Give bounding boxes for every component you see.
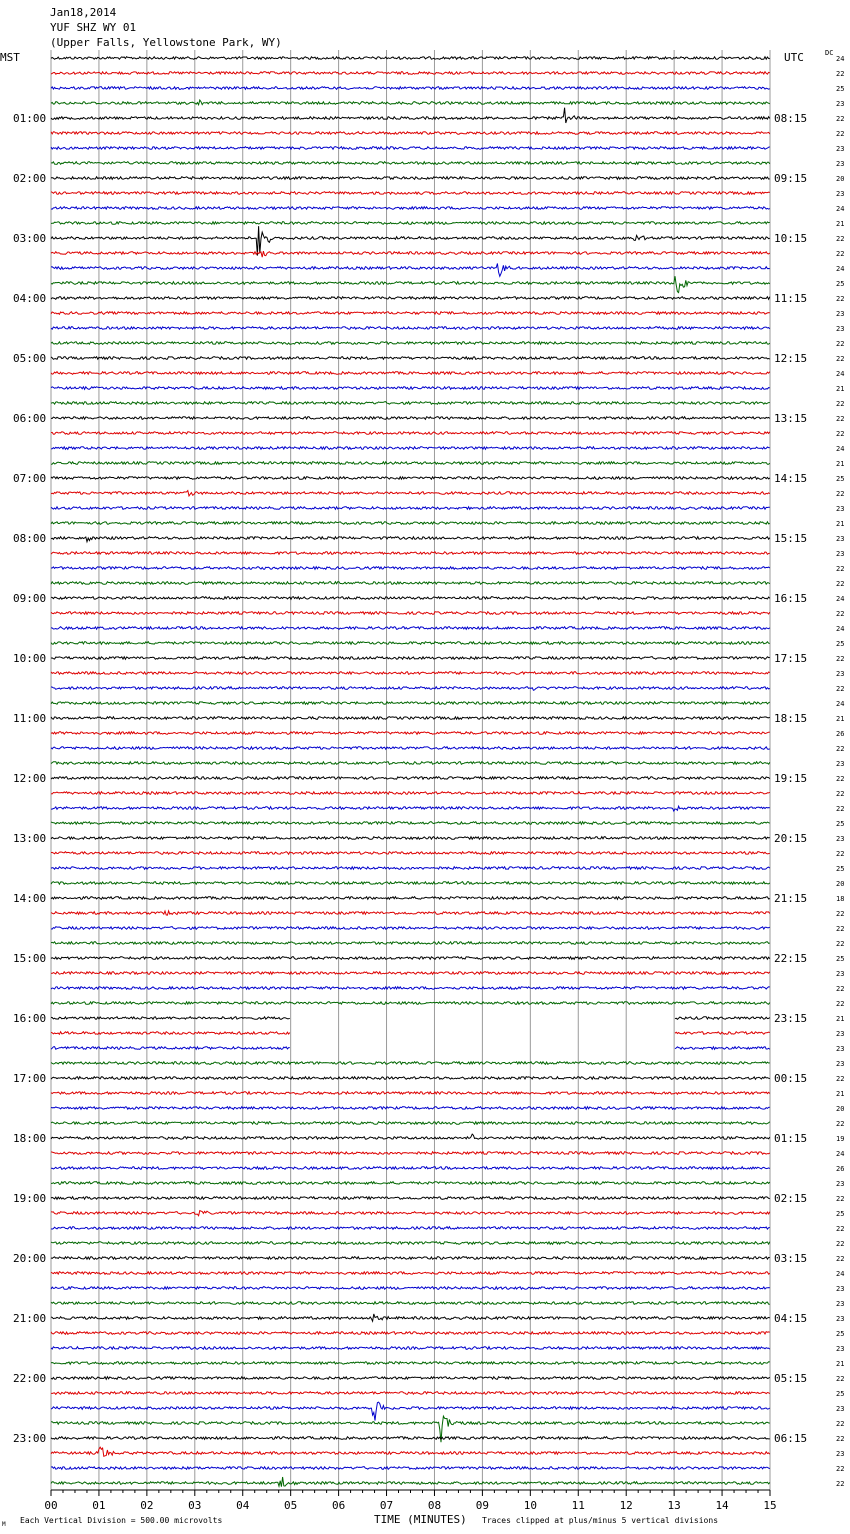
right-hour-label: 05:15 (774, 1372, 808, 1385)
header-date: Jan18,2014 (50, 6, 117, 19)
dc-offset-value: 24 (836, 205, 845, 213)
dc-offset-value: 22 (836, 685, 845, 693)
dc-offset-value: 23 (836, 1300, 845, 1308)
dc-offset-value: 23 (836, 1045, 845, 1053)
trace-row (51, 447, 770, 450)
dc-offset-value: 22 (836, 1465, 845, 1473)
x-tick-label: 04 (236, 1499, 250, 1512)
dc-offset-value: 23 (836, 1285, 845, 1293)
trace-row (51, 1134, 770, 1139)
trace-row (51, 806, 770, 811)
right-hour-label: 12:15 (774, 352, 808, 365)
x-tick-label: 06 (331, 1499, 346, 1512)
left-hour-label: 17:00 (13, 1072, 47, 1085)
trace-row (51, 432, 770, 435)
dc-offset-value: 21 (836, 1090, 845, 1098)
right-hour-label: 02:15 (774, 1192, 808, 1205)
trace-row (51, 1332, 770, 1335)
trace-row (51, 1257, 770, 1260)
left-hour-label: 13:00 (13, 832, 47, 845)
trace-row (51, 1447, 770, 1456)
dc-offset-value: 23 (836, 1180, 845, 1188)
trace-row (51, 357, 770, 360)
dc-offset-value: 23 (836, 550, 845, 558)
trace-row (51, 1062, 770, 1065)
left-hour-label: 20:00 (13, 1252, 47, 1265)
left-hour-label: 09:00 (13, 592, 47, 605)
corner-mark: M (2, 1521, 6, 1528)
dc-offset-value: 22 (836, 580, 845, 588)
trace-row (51, 1211, 770, 1216)
trace-row (51, 1242, 770, 1245)
dc-offset-value: 26 (836, 730, 845, 738)
dc-offset-value: 22 (836, 775, 845, 783)
dc-offset-value: 23 (836, 1060, 845, 1068)
trace-row (51, 312, 770, 315)
dc-offset-value: 22 (836, 1000, 845, 1008)
trace-row (51, 642, 770, 645)
left-hour-label: 16:00 (13, 1012, 47, 1025)
trace-row (51, 567, 770, 570)
x-tick-label: 07 (379, 1499, 394, 1512)
trace-row (51, 1152, 770, 1155)
dc-offset-value: 24 (836, 595, 845, 603)
header (50, 6, 282, 49)
trace-row (51, 597, 770, 600)
trace-row (51, 1122, 770, 1125)
left-hour-label: 15:00 (13, 952, 47, 965)
trace-row (51, 552, 770, 555)
right-hour-label: 03:15 (774, 1252, 808, 1265)
trace-row (51, 687, 770, 691)
trace-row (51, 72, 770, 75)
x-axis (44, 1490, 776, 1512)
trace-row (51, 1002, 770, 1005)
x-tick-label: 01 (92, 1499, 106, 1512)
right-hour-label: 22:15 (774, 952, 808, 965)
scale-note: Each Vertical Division = 500.00 microvolts (20, 1516, 223, 1525)
trace-row (51, 627, 770, 630)
trace-row (51, 207, 770, 210)
right-hour-label: 15:15 (774, 532, 808, 545)
dc-offset-value: 23 (836, 190, 845, 198)
trace-row (51, 702, 770, 705)
x-axis-label: TIME (MINUTES) (374, 1513, 467, 1526)
dc-offset-value: 24 (836, 370, 845, 378)
left-hour-label: 01:00 (13, 112, 47, 125)
trace-row (51, 1467, 770, 1470)
trace-row (51, 1032, 770, 1035)
clip-note: Traces clipped at plus/minus 5 vertical divisions (482, 1516, 719, 1525)
trace-row (51, 987, 770, 990)
right-hour-label: 13:15 (774, 412, 808, 425)
dc-offset-value: 22 (836, 340, 845, 348)
trace-row (51, 612, 770, 615)
trace-row (51, 1377, 770, 1380)
dc-offset-value: 22 (836, 430, 845, 438)
dc-offset-value: 23 (836, 1450, 845, 1458)
trace-row (51, 387, 770, 390)
trace-row (51, 342, 770, 345)
trace-row (51, 747, 770, 750)
dc-offset-value: 20 (836, 880, 845, 888)
left-hour-label: 05:00 (13, 352, 47, 365)
dc-offset-value: 22 (836, 235, 845, 243)
dc-offset-value: 22 (836, 250, 845, 258)
x-tick-label: 14 (715, 1499, 729, 1512)
dc-offset-value: 23 (836, 325, 845, 333)
right-hour-label: 01:15 (774, 1132, 808, 1145)
x-tick-label: 13 (667, 1499, 681, 1512)
trace-row (51, 372, 770, 375)
trace-row (51, 852, 770, 855)
trace-row (51, 1167, 770, 1170)
right-hour-label: 14:15 (774, 472, 808, 485)
left-hour-label: 18:00 (13, 1132, 47, 1145)
trace-row (51, 732, 770, 735)
trace-row (51, 297, 770, 300)
dc-offset-value: 23 (836, 310, 845, 318)
dc-offset-value: 23 (836, 670, 845, 678)
dc-offset-value: 22 (836, 850, 845, 858)
dc-offset-value: 25 (836, 820, 845, 828)
dc-offset-value: 21 (836, 220, 845, 228)
dc-offset-value: 23 (836, 160, 845, 168)
trace-row (51, 1314, 770, 1321)
dc-offset-value: 26 (836, 1165, 845, 1173)
dc-offset-value: 25 (836, 1330, 845, 1338)
trace-row (51, 1302, 770, 1305)
left-hour-label: 07:00 (13, 472, 47, 485)
x-tick-label: 05 (284, 1499, 298, 1512)
trace-row (51, 1477, 770, 1487)
left-hour-labels (13, 112, 46, 1445)
dc-offset-value: 22 (836, 1225, 845, 1233)
trace-row (51, 1047, 770, 1050)
dc-offset-value: 23 (836, 835, 845, 843)
dc-offset-value: 25 (836, 280, 845, 288)
x-tick-label: 10 (523, 1499, 537, 1512)
left-hour-label: 19:00 (13, 1192, 47, 1205)
trace-row (51, 1107, 770, 1110)
right-hour-label: 10:15 (774, 232, 808, 245)
right-hour-labels (774, 112, 807, 1445)
right-hour-label: 19:15 (774, 772, 808, 785)
dc-offset-value: 24 (836, 1270, 845, 1278)
dc-offset-value: 20 (836, 175, 845, 183)
right-hour-label: 17:15 (774, 652, 808, 665)
dc-offset-value: 25 (836, 865, 845, 873)
trace-row (51, 1227, 770, 1230)
trace-row (51, 100, 770, 105)
right-hour-label: 18:15 (774, 712, 808, 725)
trace-row (51, 162, 770, 165)
dc-offset-value: 22 (836, 400, 845, 408)
trace-row (51, 1182, 770, 1185)
left-hour-label: 02:00 (13, 172, 47, 185)
trace-row (51, 957, 770, 960)
trace-row (51, 1287, 770, 1290)
trace-row (51, 1392, 770, 1395)
dc-offset-value: 23 (836, 970, 845, 978)
right-timezone: UTC (784, 51, 804, 64)
dc-offset-value: 22 (836, 130, 845, 138)
trace-row (51, 1092, 770, 1095)
dc-offset-value: 22 (836, 610, 845, 618)
dc-offset-value: 24 (836, 625, 845, 633)
dc-offset-value: 25 (836, 1210, 845, 1218)
x-tick-label: 15 (763, 1499, 777, 1512)
trace-row (51, 327, 770, 330)
dc-offset-value: 23 (836, 505, 845, 513)
trace-row (51, 717, 770, 720)
left-hour-label: 03:00 (13, 232, 47, 245)
right-hour-label: 23:15 (774, 1012, 808, 1025)
x-tick-label: 08 (427, 1499, 442, 1512)
trace-row (51, 522, 770, 525)
dc-offset-values (836, 55, 844, 1488)
x-tick-label: 03 (188, 1499, 202, 1512)
dc-offset-value: 22 (836, 1255, 845, 1263)
trace-row (51, 132, 770, 135)
dc-offset-value: 22 (836, 1375, 845, 1383)
dc-offset-value: 25 (836, 85, 845, 93)
dc-offset-value: 22 (836, 1120, 845, 1128)
dc-offset-value: 21 (836, 1360, 845, 1368)
trace-row (51, 537, 770, 542)
trace-row (51, 672, 770, 675)
dc-offset-value: 22 (836, 490, 845, 498)
x-tick-label: 11 (571, 1499, 585, 1512)
left-hour-label: 10:00 (13, 652, 47, 665)
trace-row (51, 927, 770, 930)
x-tick-label: 12 (619, 1499, 633, 1512)
trace-row (51, 1362, 770, 1365)
trace-row (51, 477, 770, 480)
trace-row (51, 911, 770, 915)
dc-offset-value: 22 (836, 415, 845, 423)
trace-row (51, 942, 770, 945)
right-hour-label: 20:15 (774, 832, 808, 845)
x-tick-label: 09 (475, 1499, 490, 1512)
dc-offset-value: 22 (836, 1075, 845, 1083)
dc-offset-value: 21 (836, 715, 845, 723)
trace-row (51, 462, 770, 465)
dc-offset-value: 21 (836, 460, 845, 468)
dc-offset-value: 22 (836, 1435, 845, 1443)
trace-row (51, 57, 770, 60)
dc-offset-value: 24 (836, 700, 845, 708)
trace-row (51, 177, 770, 180)
dc-offset-value: 25 (836, 955, 845, 963)
trace-row (51, 1272, 770, 1275)
right-hour-label: 21:15 (774, 892, 808, 905)
dc-offset-value: 21 (836, 385, 845, 393)
dc-offset-value: 22 (836, 295, 845, 303)
dc-offset-value: 22 (836, 745, 845, 753)
dc-offset-value: 22 (836, 565, 845, 573)
trace-row (51, 264, 770, 277)
dc-offset-value: 22 (836, 115, 845, 123)
dc-offset-value: 24 (836, 265, 845, 273)
dc-offset-value: 23 (836, 145, 845, 153)
trace-row (51, 251, 770, 257)
left-hour-label: 23:00 (13, 1432, 47, 1445)
dc-offset-value: 24 (836, 55, 845, 63)
trace-row (51, 822, 770, 825)
trace-row (51, 192, 770, 195)
dc-offset-value: 22 (836, 910, 845, 918)
right-hour-label: 04:15 (774, 1312, 808, 1325)
trace-row (51, 491, 770, 496)
dc-offset-value: 21 (836, 520, 845, 528)
trace-row (51, 762, 770, 765)
left-timezone: MST (0, 51, 20, 64)
dc-offset-value: 22 (836, 1195, 845, 1203)
trace-row (51, 147, 770, 150)
dc-offset-value: 23 (836, 100, 845, 108)
trace-row (51, 1197, 770, 1200)
trace-row (51, 402, 770, 405)
trace-row (51, 657, 770, 660)
trace-row (51, 582, 770, 585)
trace-row (51, 792, 770, 795)
header-location: (Upper Falls, Yellowstone Park, WY) (50, 36, 282, 49)
dc-offset-value: 22 (836, 1480, 845, 1488)
dc-offset-value: 21 (836, 1015, 845, 1023)
x-tick-label: 00 (44, 1499, 58, 1512)
dc-label: DC (825, 49, 834, 57)
left-hour-label: 04:00 (13, 292, 47, 305)
dc-offset-value: 23 (836, 1030, 845, 1038)
dc-offset-value: 18 (836, 895, 845, 903)
right-hour-label: 16:15 (774, 592, 808, 605)
trace-row (51, 1347, 770, 1350)
right-hour-label: 09:15 (774, 172, 808, 185)
trace-row (51, 867, 770, 870)
dc-offset-value: 23 (836, 760, 845, 768)
dc-offset-value: 22 (836, 355, 845, 363)
dc-offset-value: 22 (836, 1240, 845, 1248)
dc-offset-value: 25 (836, 475, 845, 483)
x-tick-label: 02 (140, 1499, 154, 1512)
right-hour-label: 06:15 (774, 1432, 808, 1445)
dc-offset-value: 22 (836, 925, 845, 933)
dc-offset-value: 23 (836, 535, 845, 543)
trace-row (51, 222, 770, 225)
left-hour-label: 21:00 (13, 1312, 47, 1325)
trace-row (51, 108, 770, 123)
right-hour-label: 08:15 (774, 112, 808, 125)
trace-row (51, 1017, 770, 1020)
dc-offset-value: 20 (836, 1105, 845, 1113)
right-hour-label: 11:15 (774, 292, 808, 305)
header-station: YUF SHZ WY 01 (50, 21, 137, 34)
trace-row (51, 972, 770, 975)
trace-row (51, 777, 770, 780)
dc-offset-value: 19 (836, 1135, 845, 1143)
trace-row (51, 897, 770, 900)
dc-offset-value: 22 (836, 790, 845, 798)
dc-offset-value: 25 (836, 640, 845, 648)
dc-offset-value: 23 (836, 1315, 845, 1323)
left-hour-label: 06:00 (13, 412, 47, 425)
dc-offset-value: 24 (836, 1150, 845, 1158)
left-hour-label: 22:00 (13, 1372, 47, 1385)
left-hour-label: 14:00 (13, 892, 47, 905)
dc-offset-value: 22 (836, 1420, 845, 1428)
dc-offset-value: 22 (836, 805, 845, 813)
left-hour-label: 11:00 (13, 712, 47, 725)
trace-row (51, 882, 770, 885)
trace-row (51, 276, 770, 292)
trace-row (51, 1077, 770, 1080)
dc-offset-value: 22 (836, 70, 845, 78)
dc-offset-value: 24 (836, 445, 845, 453)
trace-row (51, 837, 770, 840)
trace-row (51, 1402, 770, 1421)
right-hour-label: 00:15 (774, 1072, 808, 1085)
dc-offset-value: 22 (836, 655, 845, 663)
trace-row (51, 1437, 770, 1440)
trace-row (51, 507, 770, 510)
trace-row (51, 87, 770, 90)
trace-row (51, 417, 770, 420)
dc-offset-value: 22 (836, 985, 845, 993)
seismic-traces (51, 57, 770, 1487)
dc-offset-value: 23 (836, 1345, 845, 1353)
dc-offset-value: 25 (836, 1390, 845, 1398)
dc-offset-value: 22 (836, 940, 845, 948)
dc-offset-value: 23 (836, 1405, 845, 1413)
left-hour-label: 12:00 (13, 772, 47, 785)
left-hour-label: 08:00 (13, 532, 47, 545)
